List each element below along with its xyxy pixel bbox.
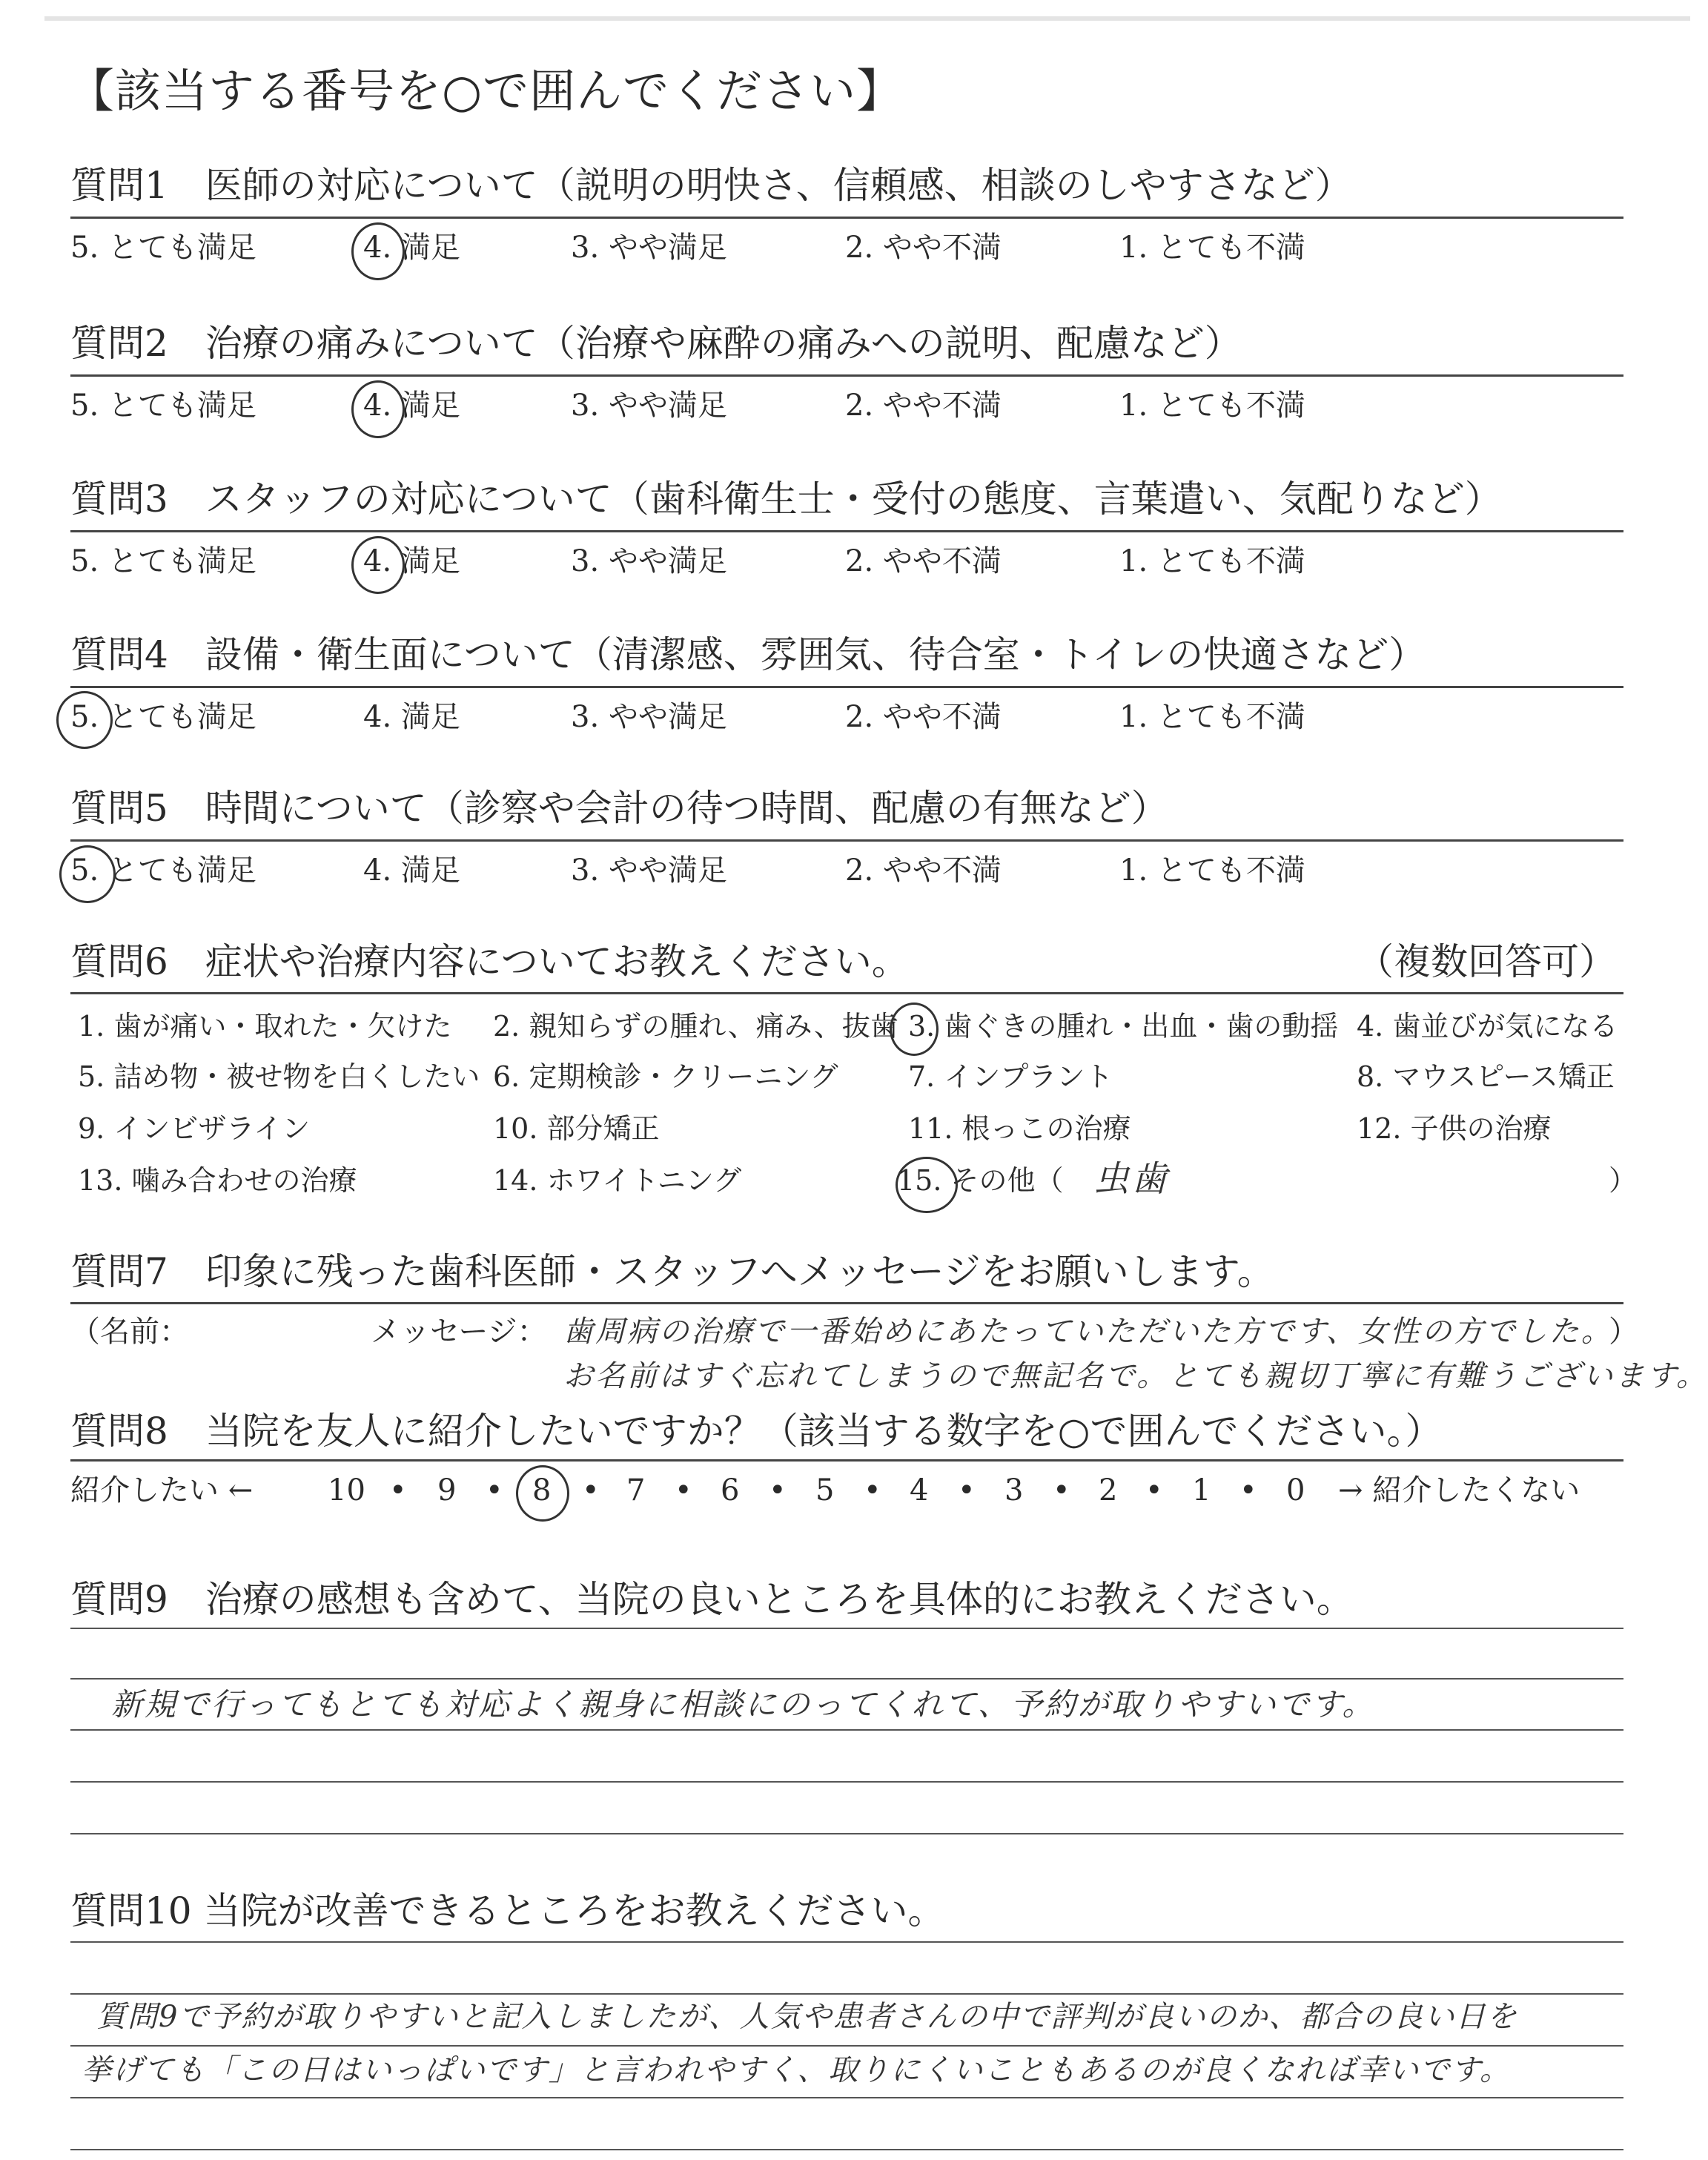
q2-option-4[interactable]: 4. 満足 xyxy=(363,389,460,423)
q8-scale-2[interactable]: 2 xyxy=(1099,1473,1118,1507)
q8-dot: • xyxy=(389,1473,407,1507)
q6-rule xyxy=(70,992,1623,994)
q8-scale-0[interactable]: 0 xyxy=(1286,1473,1305,1507)
q8-scale-6[interactable]: 6 xyxy=(721,1473,740,1507)
q8-selection-circle xyxy=(516,1465,569,1522)
q8-dot: • xyxy=(1239,1473,1257,1507)
q6-item-3[interactable]: 3. 歯ぐきの腫れ・出血・歯の動揺 xyxy=(908,1010,1339,1043)
q5-option-1[interactable]: 1. とても不満 xyxy=(1119,853,1305,888)
q8-scale-4[interactable]: 4 xyxy=(910,1473,929,1507)
q6-item-5[interactable]: 5. 詰め物・被せ物を白くしたい xyxy=(78,1060,480,1093)
q1-option-2[interactable]: 2. やや不満 xyxy=(845,231,1002,265)
q4-selection-circle xyxy=(56,691,113,749)
q3-selection-circle xyxy=(351,536,405,594)
q8-dot: • xyxy=(1145,1473,1163,1507)
q1-option-3[interactable]: 3. やや満足 xyxy=(571,231,727,265)
q6-item-3-circle xyxy=(890,1003,939,1056)
q8-rule xyxy=(70,1459,1623,1462)
q10-writing-line xyxy=(70,1941,1623,1943)
q3-heading: 質問3 スタッフの対応について（歯科衛生士・受付の態度、言葉遣い、気配りなど） xyxy=(70,478,1502,521)
q9-answer-line-1: 新規で行ってもとても対応よく親身に相談にのってくれて、予約が取りやすいです。 xyxy=(111,1686,1376,1723)
q8-scale-1[interactable]: 1 xyxy=(1192,1473,1211,1507)
q8-dot: • xyxy=(864,1473,881,1507)
q9-writing-line xyxy=(70,1781,1623,1783)
q6-item-1[interactable]: 1. 歯が痛い・取れた・欠けた xyxy=(78,1010,452,1043)
q8-scale-9[interactable]: 9 xyxy=(437,1473,457,1507)
q10-answer-line-1: 質問9で予約が取りやすいと記入しましたが、人気や患者さんの中で評判が良いのか、都合の良い日を xyxy=(96,2000,1518,2034)
q9-writing-line xyxy=(70,1729,1623,1731)
q10-heading: 質問10 当院が改善できるところをお教えください。 xyxy=(70,1889,945,1932)
q6-item-14[interactable]: 14. ホワイトニング xyxy=(493,1164,742,1197)
q8-right-label: → 紹介したくない xyxy=(1338,1473,1580,1507)
q10-answer-line-2: 挙げても「この日はいっぱいです」と言われやすく、取りにくいこともあるのが良くなれば幸いです。 xyxy=(82,2053,1511,2087)
q7-message-label[interactable]: メッセージ： xyxy=(371,1315,547,1349)
q4-option-4[interactable]: 4. 満足 xyxy=(363,700,460,734)
q8-dot: • xyxy=(582,1473,600,1507)
q3-option-4[interactable]: 4. 満足 xyxy=(363,544,460,578)
q3-option-1[interactable]: 1. とても不満 xyxy=(1119,544,1305,578)
q6-other-close: ） xyxy=(1609,1164,1638,1197)
q10-writing-line xyxy=(70,1993,1623,1995)
q10-writing-line xyxy=(70,2097,1623,2098)
q2-option-1[interactable]: 1. とても不満 xyxy=(1119,389,1305,423)
q9-heading: 質問9 治療の感想も含めて、当院の良いところを具体的にお教えください。 xyxy=(70,1578,1354,1621)
q5-option-3[interactable]: 3. やや満足 xyxy=(571,853,727,888)
q6-item-4[interactable]: 4. 歯並びが気になる xyxy=(1357,1010,1618,1043)
q7-message-line-1: 歯周病の治療で一番始めにあたっていただいた方です、女性の方でした。 xyxy=(563,1315,1613,1349)
q8-heading: 質問8 当院を友人に紹介したいですか？（該当する数字を○で囲んでください。） xyxy=(70,1410,1443,1453)
q2-heading: 質問2 治療の痛みについて（治療や麻酔の痛みへの説明、配慮など） xyxy=(70,322,1242,365)
q9-writing-line xyxy=(70,1678,1623,1680)
q7-rule xyxy=(70,1302,1623,1304)
q6-item-10[interactable]: 10. 部分矯正 xyxy=(493,1112,660,1145)
q6-item-7[interactable]: 7. インプラント xyxy=(908,1060,1113,1093)
q5-option-5[interactable]: 5. とても満足 xyxy=(70,853,256,888)
q6-item-9[interactable]: 9. インビザライン xyxy=(78,1112,311,1145)
q1-option-4[interactable]: 4. 満足 xyxy=(363,231,460,265)
q4-option-1[interactable]: 1. とても不満 xyxy=(1119,700,1305,734)
q5-heading: 質問5 時間について（診察や会計の待つ時間、配慮の有無など） xyxy=(70,787,1168,830)
q8-scale-5[interactable]: 5 xyxy=(815,1473,835,1507)
q1-rule xyxy=(70,217,1623,219)
q6-item-15[interactable]: 15. その他（ xyxy=(897,1164,1064,1197)
q8-dot: • xyxy=(675,1473,692,1507)
q4-heading: 質問4 設備・衛生面について（清潔感、雰囲気、待合室・トイレの快適さなど） xyxy=(70,633,1426,676)
q8-scale-7[interactable]: 7 xyxy=(626,1473,646,1507)
q9-writing-line xyxy=(70,1628,1623,1629)
q6-heading: 質問6 症状や治療内容についてお教えください。 xyxy=(70,940,909,983)
q8-scale-3[interactable]: 3 xyxy=(1004,1473,1024,1507)
q5-option-4[interactable]: 4. 満足 xyxy=(363,853,460,888)
q7-heading: 質問7 印象に残った歯科医師・スタッフへメッセージをお願いします。 xyxy=(70,1250,1274,1293)
q7-message-line-2: お名前はすぐ忘れてしまうので無記名で。とても親切丁寧に有難うございます。 xyxy=(563,1359,1708,1393)
q1-option-1[interactable]: 1. とても不満 xyxy=(1119,231,1305,265)
q6-item-2[interactable]: 2. 親知らずの腫れ、痛み、抜歯 xyxy=(493,1010,898,1043)
q4-rule xyxy=(70,686,1623,688)
q5-option-2[interactable]: 2. やや不満 xyxy=(845,853,1002,888)
q6-other-answer: 虫歯 xyxy=(1093,1158,1170,1200)
q2-option-3[interactable]: 3. やや満足 xyxy=(571,389,727,423)
q8-dot: • xyxy=(486,1473,503,1507)
q8-scale-8[interactable]: 8 xyxy=(532,1473,552,1507)
q2-option-2[interactable]: 2. やや不満 xyxy=(845,389,1002,423)
q4-option-3[interactable]: 3. やや満足 xyxy=(571,700,727,734)
q7-name-label[interactable]: （名前： xyxy=(70,1315,189,1349)
q10-writing-line xyxy=(70,2149,1623,2150)
q1-heading: 質問1 医師の対応について（説明の明快さ、信頼感、相談のしやすさなど） xyxy=(70,164,1352,207)
q6-item-6[interactable]: 6. 定期検診・クリーニング xyxy=(493,1060,838,1093)
q8-dot: • xyxy=(769,1473,787,1507)
q6-item-12[interactable]: 12. 子供の治療 xyxy=(1357,1112,1552,1145)
q6-item-15-circle xyxy=(896,1157,958,1213)
q8-dot: • xyxy=(1053,1473,1070,1507)
q6-item-11[interactable]: 11. 根っこの治療 xyxy=(908,1112,1131,1145)
q8-dot: • xyxy=(958,1473,976,1507)
q3-rule xyxy=(70,530,1623,532)
q8-left-label: 紹介したい ← xyxy=(70,1473,254,1507)
q5-rule xyxy=(70,839,1623,842)
q4-option-5[interactable]: 5. とても満足 xyxy=(70,700,256,734)
q3-option-3[interactable]: 3. やや満足 xyxy=(571,544,727,578)
q6-item-13[interactable]: 13. 噛み合わせの治療 xyxy=(78,1164,357,1197)
q9-writing-line xyxy=(70,1833,1623,1834)
q4-option-2[interactable]: 2. やや不満 xyxy=(845,700,1002,734)
scan-top-edge xyxy=(44,16,1690,21)
q1-option-5[interactable]: 5. とても満足 xyxy=(70,231,256,265)
q1-selection-circle xyxy=(351,222,405,280)
q5-selection-circle xyxy=(59,845,116,903)
q6-item-8[interactable]: 8. マウスピース矯正 xyxy=(1357,1060,1615,1093)
q2-selection-circle xyxy=(351,380,405,438)
page-title: 【該当する番号を○で囲んでください】 xyxy=(68,64,904,118)
q2-rule xyxy=(70,374,1623,377)
q2-option-5[interactable]: 5. とても満足 xyxy=(70,389,256,423)
q10-writing-line xyxy=(70,2045,1623,2047)
q8-scale-10[interactable]: 10 xyxy=(328,1473,365,1507)
q3-option-5[interactable]: 5. とても満足 xyxy=(70,544,256,578)
q6-multiple-note: （複数回答可） xyxy=(1357,940,1616,983)
q7-close: ） xyxy=(1609,1315,1638,1349)
q3-option-2[interactable]: 2. やや不満 xyxy=(845,544,1002,578)
